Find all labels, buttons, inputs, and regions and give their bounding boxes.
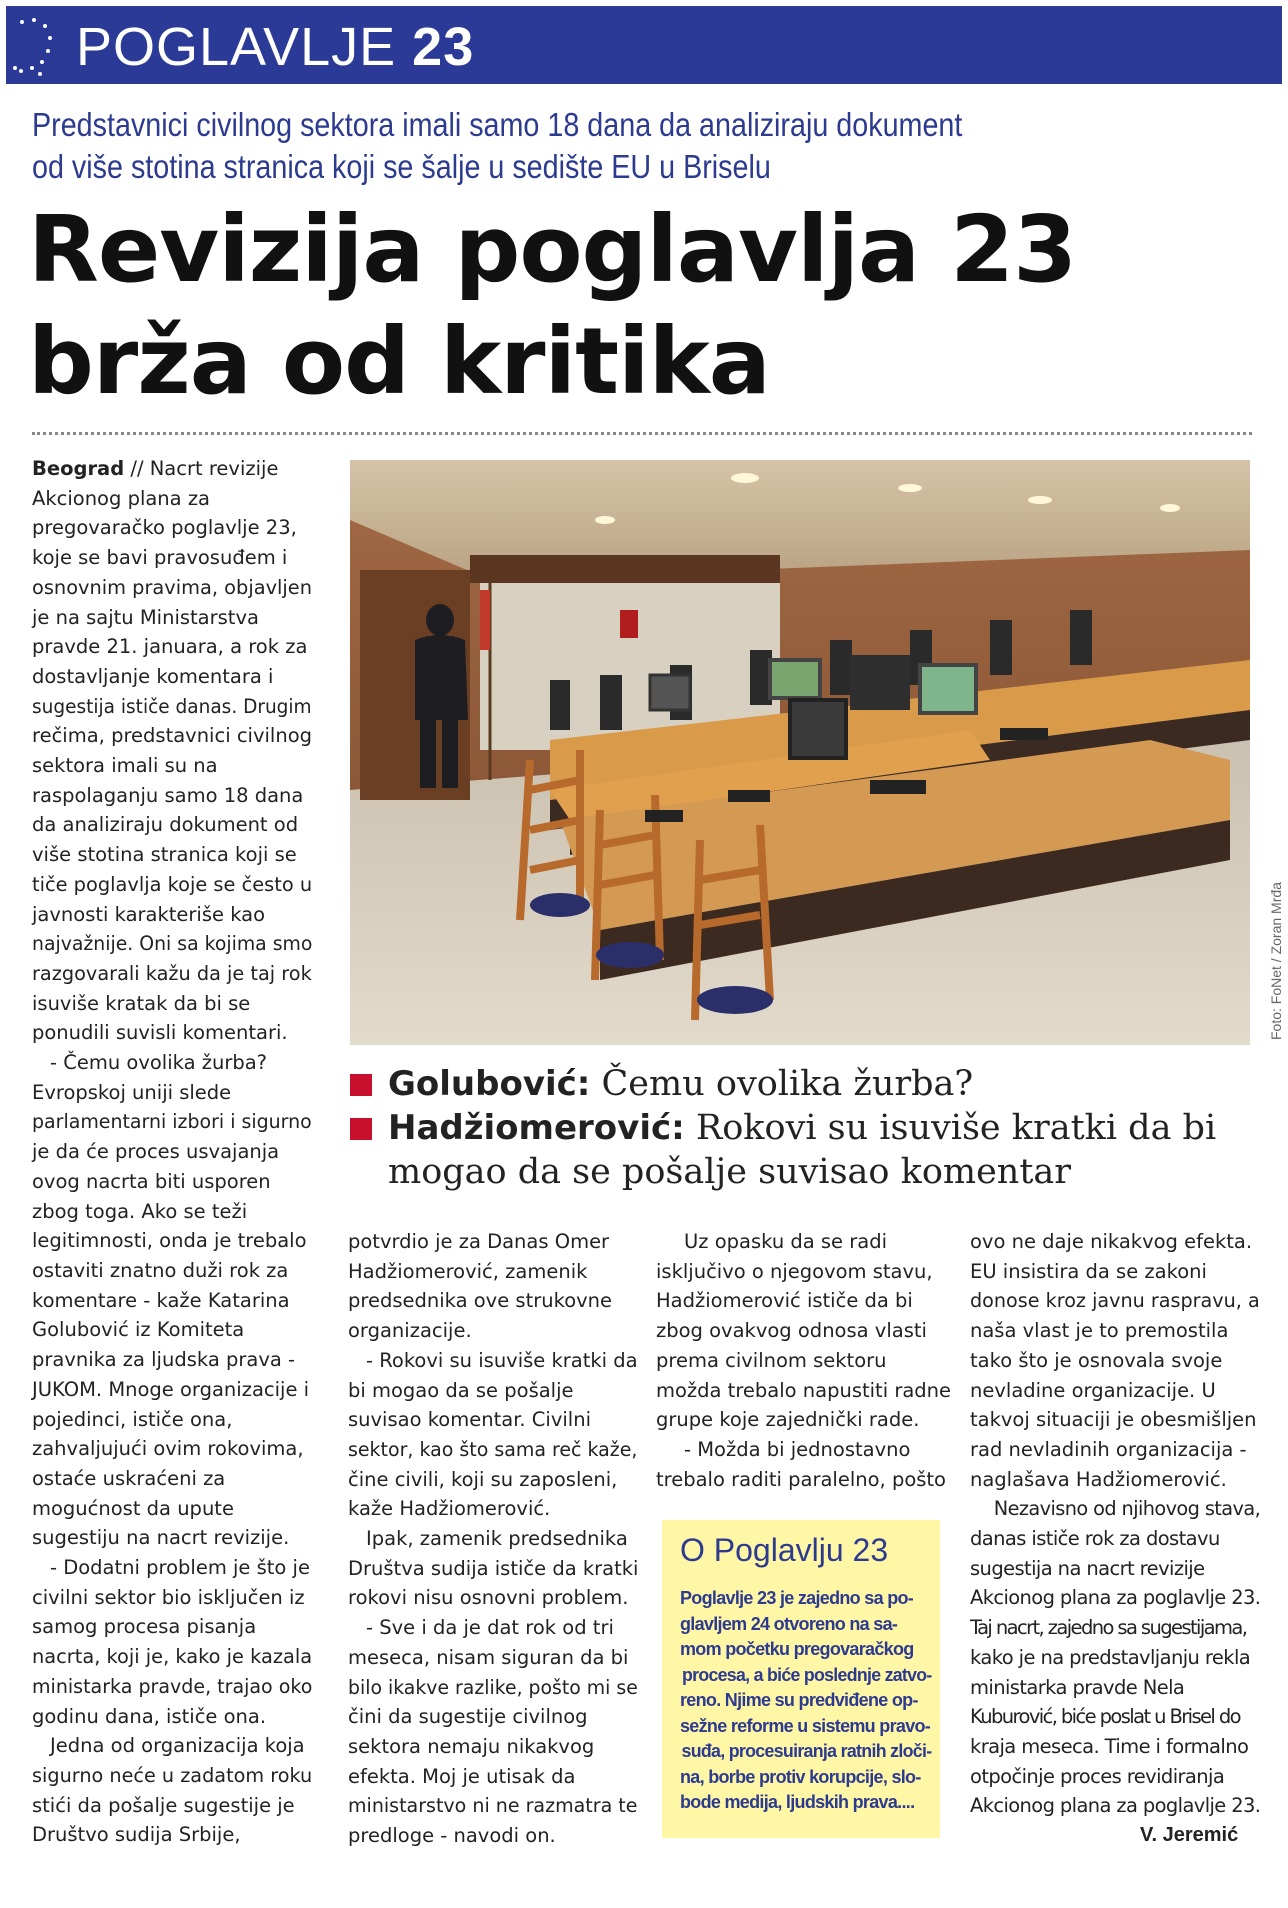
courtroom-illustration [350, 460, 1250, 1045]
column-1-line: raspolaganju samo 18 dana [32, 783, 304, 807]
info-box-line: Poglavlje 23 je zajedno sa po- [680, 1588, 914, 1608]
column-4-line: rad nevladinih organizacija - [970, 1437, 1247, 1461]
column-4-line: Akcionog plana za poglavlje 23. [970, 1794, 1261, 1818]
column-1-line: godinu dana, ističe ona. [32, 1704, 267, 1728]
column-2-line: kaže Hadžiomerović. [348, 1497, 551, 1521]
column-4-line: naglašava Hadžiomerović. [970, 1467, 1227, 1491]
text-column-4 [970, 1227, 1260, 1821]
column-2-line: čine civili, koji su zaposleni, [348, 1467, 618, 1491]
column-4-line: otpočinje proces revidiranja [970, 1764, 1225, 1788]
column-4-line: takvoj situaciji je obesmišljen [970, 1408, 1257, 1432]
column-1-line: najvažnije. Oni sa kojima smo [32, 932, 313, 956]
headline-line: brža od kritika [28, 308, 770, 415]
pull-quote-golubovic [350, 1062, 1270, 1106]
column-2-line: predloge - navodi on. [348, 1824, 556, 1848]
text-column-1 [32, 454, 312, 1850]
info-box-line: suđa, procesuiranja ratnih zloči- [681, 1741, 932, 1761]
column-2-line: sektor, kao što sama reč kaže, [348, 1437, 638, 1461]
text-column-2 [348, 1227, 638, 1851]
courtroom-photo [350, 460, 1250, 1045]
text-column-3 [656, 1227, 956, 1494]
column-2-line: Ipak, zamenik predsednika [366, 1527, 628, 1551]
bullet-square-icon [350, 1118, 372, 1140]
column-1-line: Društvo sudija Srbije, [32, 1823, 241, 1847]
column-1-line: ponudili suvisli komentari. [32, 1021, 288, 1045]
column-4-line: Taj nacrt, zajedno sa sugestijama, [970, 1616, 1247, 1640]
column-1-line: Jedna od organizacija koja [50, 1734, 305, 1758]
info-box-line: na, borbe protiv korupcije, slo- [680, 1766, 921, 1787]
column-2-line: potvrdio je za Danas Omer [348, 1230, 610, 1253]
quote-speaker: Golubović: [388, 1064, 591, 1104]
column-2-line: bilo ikakve razlike, pošto mi se [348, 1675, 638, 1699]
quote-text: mogao da se pošalje suvisao komentar [388, 1152, 1071, 1192]
column-1-line: - Dodatni problem je što je [50, 1556, 310, 1580]
column-1-line: nacrta, koji je, kako je kazala [32, 1645, 313, 1669]
column-4-line: ovo ne daje nikakvog efekta. [970, 1230, 1253, 1253]
column-2-line: Društva sudija ističe da kratki [348, 1556, 639, 1580]
column-4-line: Kuburović, biće poslat u Brisel do [970, 1705, 1240, 1729]
info-box-title: O Poglavlju 23 [680, 1532, 889, 1568]
column-1-line: Evropskoj uniji slede [32, 1080, 232, 1104]
column-4-line: naša vlast je to premostila [970, 1319, 1229, 1343]
article-headline [28, 194, 1278, 418]
column-1-line: legitimnosti, onda je trebalo [32, 1229, 307, 1253]
column-1-line: sugestiju na nacrt revizije. [32, 1526, 290, 1550]
column-1-line: komentare - kaže Katarina [32, 1288, 290, 1312]
info-box-line: sežne reforme u sistemu pravo- [680, 1715, 931, 1736]
quote-text: Čemu ovolika žurba? [601, 1064, 974, 1104]
column-1-line: zahvaljujući ovim rokovima, [32, 1437, 304, 1461]
quote-text: Rokovi su isuviše kratki da bi [695, 1108, 1217, 1148]
section-title [76, 12, 474, 82]
column-2-line: rokovi nisu osnovni problem. [348, 1586, 629, 1610]
column-4-line: EU insistira da se zakoni [970, 1259, 1207, 1283]
column-1-line: JUKOM. Mnoge organizacije i [32, 1377, 310, 1401]
column-1-line: razgovarali kažu da je taj rok [32, 961, 312, 985]
column-1-line: rečima, predstavnici civilnog [32, 724, 312, 748]
eu-stars-icon [12, 16, 58, 78]
column-2-line: ministarstvo ni ne razmatra te [348, 1794, 638, 1818]
column-1-line: osnovnim pravima, objavljen [32, 575, 312, 599]
column-1-line: Golubović iz Komiteta [32, 1318, 245, 1342]
column-1-line: javnosti karakteriše kao [32, 902, 266, 926]
dotted-divider [32, 432, 1252, 435]
column-1-line: ostaviti znatno duži rok za [32, 1258, 289, 1282]
section-banner [6, 6, 1282, 84]
column-3-line: Uz opasku da se radi [684, 1230, 888, 1253]
column-1-line: dostavljanje komentara i [32, 664, 274, 688]
column-4-line: kako je na predstavljanju rekla [970, 1645, 1251, 1669]
column-1-line: samog procesa pisanja [32, 1615, 257, 1639]
column-1-line: sektora imali su na [32, 754, 218, 778]
column-2-line: sektora nemaju nikakvog [348, 1734, 595, 1758]
photo-credit: Foto: FoNet / Zoran Mrđa [1268, 882, 1284, 1040]
column-2-line: - Rokovi su isuviše kratki da [366, 1348, 638, 1372]
column-2-line: suvisao komentar. Civilni [348, 1408, 591, 1432]
column-1-line: civilni sektor bio isključen iz [32, 1585, 305, 1609]
column-1-line: zbog toga. Ako se teži [32, 1199, 248, 1223]
info-box-line: bode medija, ljudskih prava.... [680, 1792, 915, 1812]
column-3-line: prema civilnom sektoru [656, 1348, 887, 1372]
column-1-line: pravnika za ljudska prava - [32, 1348, 296, 1372]
column-4-line: ministarka pravde Nela [970, 1675, 1185, 1699]
column-2-line: organizacije. [348, 1319, 472, 1343]
column-1-line: više stotina stranica koji se [32, 843, 297, 867]
column-4-line: sugestija na nacrt revizije [970, 1556, 1205, 1580]
column-1-line: - Čemu ovolika žurba? [50, 1051, 268, 1075]
subhead-line: od više stotina stranica koji se šalje u sedište EU u Briselu [32, 148, 771, 185]
dateline: Beograd [32, 457, 125, 480]
column-4-line: kraja meseca. Time i formalno [970, 1734, 1249, 1758]
column-1-line: mogućnost da upute [32, 1496, 234, 1520]
column-2-line: bi mogao da se pošalje [348, 1378, 574, 1402]
column-1-line: Akcionog plana za [32, 486, 211, 510]
column-4-line: Akcionog plana za poglavlje 23. [970, 1586, 1261, 1610]
column-2-line: Hadžiomerović, zamenik [348, 1259, 588, 1283]
column-1-line: koje se bavi pravosuđem i [32, 546, 288, 570]
quote-speaker: Hadžiomerović: [388, 1108, 685, 1148]
info-box-body [680, 1586, 930, 1816]
column-1-line: ostaće uskraćeni za [32, 1466, 226, 1490]
column-3-line: Hadžiomerović ističe da bi [656, 1289, 913, 1313]
column-1-line: parlamentarni izbori i sigurno [32, 1110, 312, 1134]
column-1-line: pravde 21. januara, a rok za [32, 635, 308, 659]
info-box-line: glavljem 24 otvoreno na sa- [680, 1613, 898, 1634]
author-signature: V. Jeremić [1140, 1824, 1239, 1846]
column-1-line: stići da pošalje sugestije je [32, 1793, 295, 1817]
bullet-square-icon [350, 1074, 372, 1096]
column-2-line: meseca, nisam siguran da bi [348, 1645, 629, 1669]
article-subhead [32, 104, 1059, 188]
column-1-line: tiče poglavlja koje se često u [32, 872, 313, 896]
column-4-line: Nezavisno od njihovog stava, [993, 1497, 1261, 1521]
column-1-line: je da će proces usvajanja [32, 1140, 280, 1164]
column-1-line: pregovaračko poglavlje 23, [32, 516, 297, 540]
section-word: POGLAVLJE [76, 17, 397, 77]
section-number: 23 [412, 17, 475, 77]
headline-line: Revizija poglavlja 23 [28, 196, 1077, 303]
info-box-line: mom početku pregovaračkog [680, 1639, 914, 1659]
column-3-line: isključivo o njegovom stavu, [656, 1259, 933, 1283]
column-4-line: nevladine organizacije. U [970, 1378, 1216, 1402]
column-1-line: sugestija ističe danas. Drugim [32, 694, 312, 718]
column-3-line: trebalo raditi paralelno, pošto [656, 1467, 946, 1491]
subhead-line: Predstavnici civilnog sektora imali samo 18 dana da analiziraju dokument [32, 106, 963, 143]
info-box-line: reno. Njime su predviđene op- [680, 1690, 918, 1710]
column-2-line: - Sve i da je dat rok od tri [366, 1616, 614, 1640]
column-1-line: ministarka pravde, trajao oko [32, 1674, 313, 1698]
column-2-line: efekta. Moj je utisak da [348, 1764, 576, 1788]
column-1-line: je na sajtu Ministarstva [32, 605, 259, 629]
pull-quotes [350, 1062, 1270, 1194]
column-3-line: možda trebalo napustiti radne [656, 1378, 952, 1402]
column-4-line: donose kroz javnu raspravu, a [970, 1289, 1260, 1313]
info-box-line: procesa, a biće poslednje zatvo- [682, 1664, 932, 1685]
column-3-line: zbog ovakvog odnosa vlasti [656, 1319, 927, 1343]
pull-quote-hadziomerovic [350, 1106, 1270, 1194]
column-4-line: tako što je osnovala svoje [970, 1348, 1223, 1372]
column-1-line: isuviše kratak da bi se [32, 991, 251, 1015]
column-2-line: čini da sugestije civilnog [348, 1705, 588, 1729]
column-3-line: grupe koje zajednički rade. [656, 1408, 920, 1432]
column-1-line: ovog nacrta biti usporen [32, 1169, 271, 1193]
column-2-line: predsednika ove strukovne [348, 1289, 613, 1313]
column-1-line: pojedinci, ističe ona, [32, 1407, 233, 1431]
column-1-line: Beograd // Nacrt revizije [32, 457, 279, 480]
column-1-line: sigurno neće u zadatom roku [32, 1763, 313, 1787]
column-1-line: da analiziraju dokument od [32, 813, 299, 837]
column-3-line: - Možda bi jednostavno [684, 1437, 911, 1461]
column-4-line: danas ističe rok za dostavu [970, 1527, 1220, 1551]
info-box [662, 1520, 940, 1838]
